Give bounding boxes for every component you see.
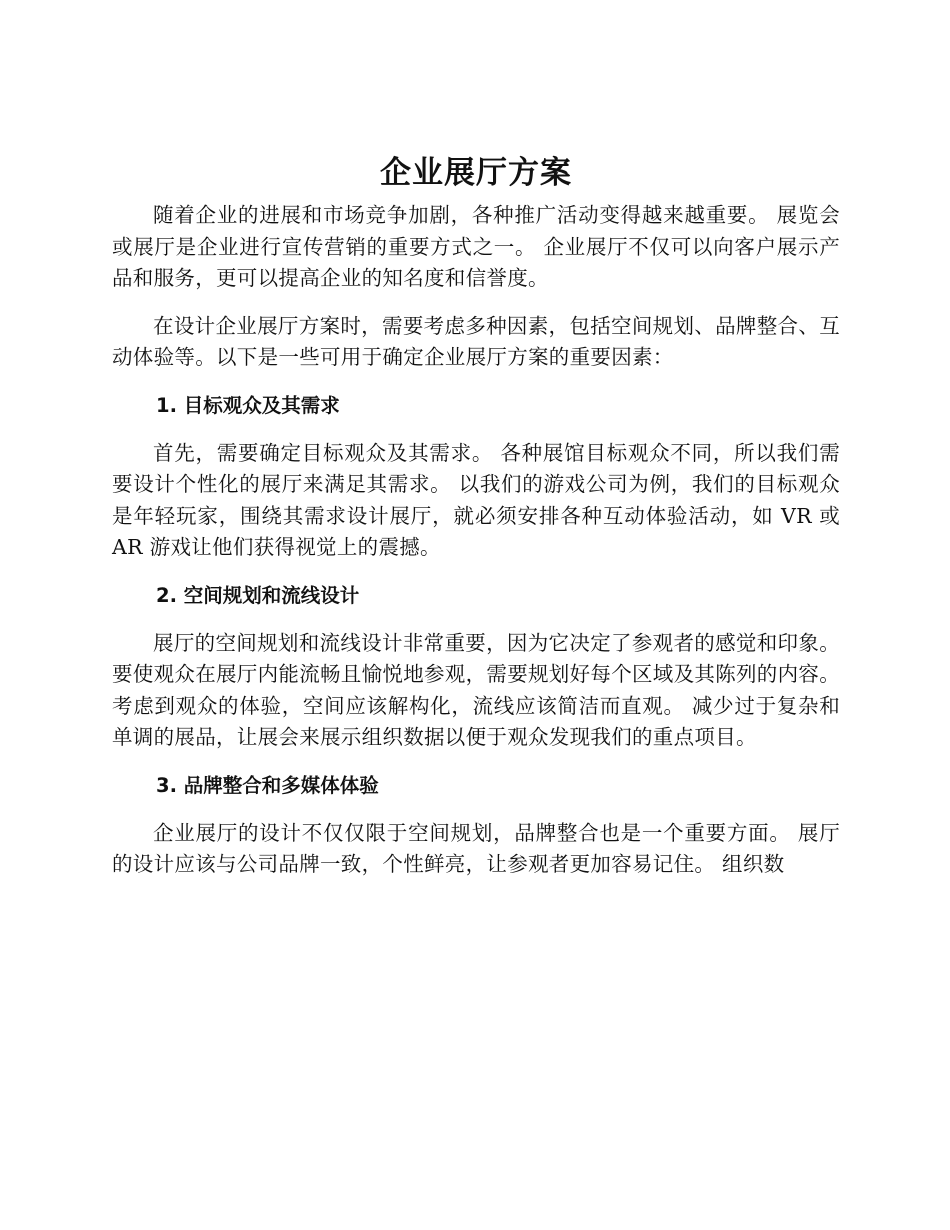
section-body-brand-media: 企业展厅的设计不仅仅限于空间规划，品牌整合也是一个重要方面。 展厅的设计应该与公司品牌一致，个性鲜亮，让参观者更加容易记住。 组织数 [112,820,840,876]
section-body-space-planning: 展厅的空间规划和流线设计非常重要，因为它决定了参观者的感觉和印象。 要使观众在展厅内能流畅且愉悦地参观，需要规划好每个区域及其陈列的内容。 考虑到观众的体验，空间应该解构化，流线应该简洁而直观。 减少过于复杂和单调的展品，让展会来展示组织数据以便于观众发现我们的重点项目。 [112,630,840,749]
intro-paragraph: 随着企业的进展和市场竞争加剧，各种推广活动变得越来越重要。 展览会或展厅是企业进行宣传营销的重要方式之一。 企业展厅不仅可以向客户展示产品和服务，更可以提高企业的知名度和信誉度。 [112,203,840,290]
document-page [112,148,840,897]
section-heading-brand-media: 3. 品牌整合和多媒体体验 [156,773,379,797]
design-factors-paragraph: 在设计企业展厅方案时，需要考虑多种因素，包括空间规划、品牌整合、互动体验等。以下是一些可用于确定企业展厅方案的重要因素： [112,313,840,369]
section-heading-space-planning: 2. 空间规划和流线设计 [156,583,360,607]
document-title: 企业展厅方案 [380,155,572,191]
section-heading-audience: 1. 目标观众及其需求 [156,393,340,417]
section-body-audience: 首先，需要确定目标观众及其需求。 各种展馆目标观众不同，所以我们需要设计个性化的展厅来满足其需求。 以我们的游戏公司为例，我们的目标观众是年轻玩家，围绕其需求设计展厅，就必须安排各种互动体验活动，如 VR 或 AR 游戏让他们获得视觉上的震撼。 [112,440,840,559]
